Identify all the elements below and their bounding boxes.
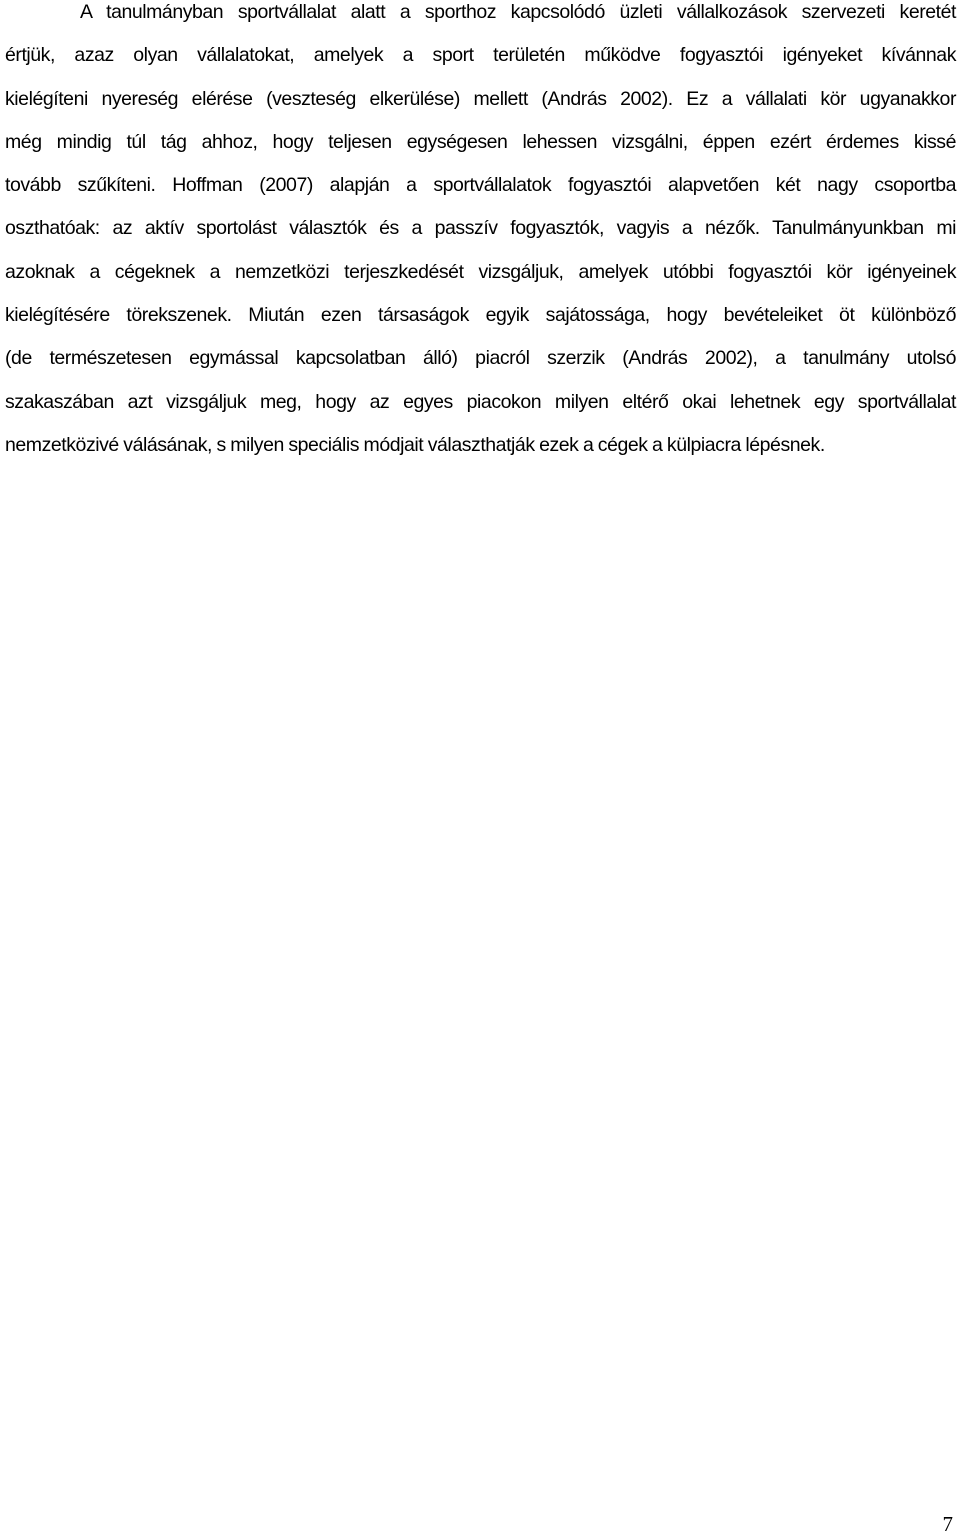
paragraph-line: nemzetközivé válásának, s milyen speciális módjait választhatják ezek a cégek a külpiacra lépésnek. <box>5 433 825 456</box>
paragraph-line: oszthatóak: az aktív sportolást választók és a passzív fogyasztók, vagyis a nézők. Tanulmányunkban mi <box>5 217 956 240</box>
paragraph-line: azoknak a cégeknek a nemzetközi terjeszkedését vizsgáljuk, amelyek utóbbi fogyasztói kör igényeinek <box>5 260 956 283</box>
paragraph-line: kielégítésére törekszenek. Miután ezen társaságok egyik sajátossága, hogy bevételeiket öt különböző <box>5 304 956 327</box>
paragraph-line: értjük, azaz olyan vállalatokat, amelyek a sport területén működve fogyasztói igényeket kívánnak <box>5 44 956 67</box>
paragraph-line: kielégíteni nyereség elérése (veszteség elkerülése) mellett (András 2002). Ez a vállalati kör ugyanakkor <box>5 87 956 110</box>
page-number: 7 <box>942 1512 953 1536</box>
paragraph-line: (de természetesen egymással kapcsolatban álló) piacról szerzik (András 2002), a tanulmány utolsó <box>5 347 956 370</box>
paragraph-line: tovább szűkíteni. Hoffman (2007) alapján a sportvállalatok fogyasztói alapvetően két nagy csoportba <box>5 174 956 197</box>
paragraph-line: szakaszában azt vizsgáljuk meg, hogy az egyes piacokon milyen eltérő okai lehetnek egy sportvállalat <box>5 390 956 413</box>
paragraph-line: A tanulmányban sportvállalat alatt a sporthoz kapcsolódó üzleti vállalkozások szervezeti keretét <box>80 1 956 23</box>
paragraph-line: még mindig túl tág ahhoz, hogy teljesen egységesen lehessen vizsgálni, éppen ezért érdemes kissé <box>5 130 956 153</box>
body-paragraph <box>5 0 956 476</box>
